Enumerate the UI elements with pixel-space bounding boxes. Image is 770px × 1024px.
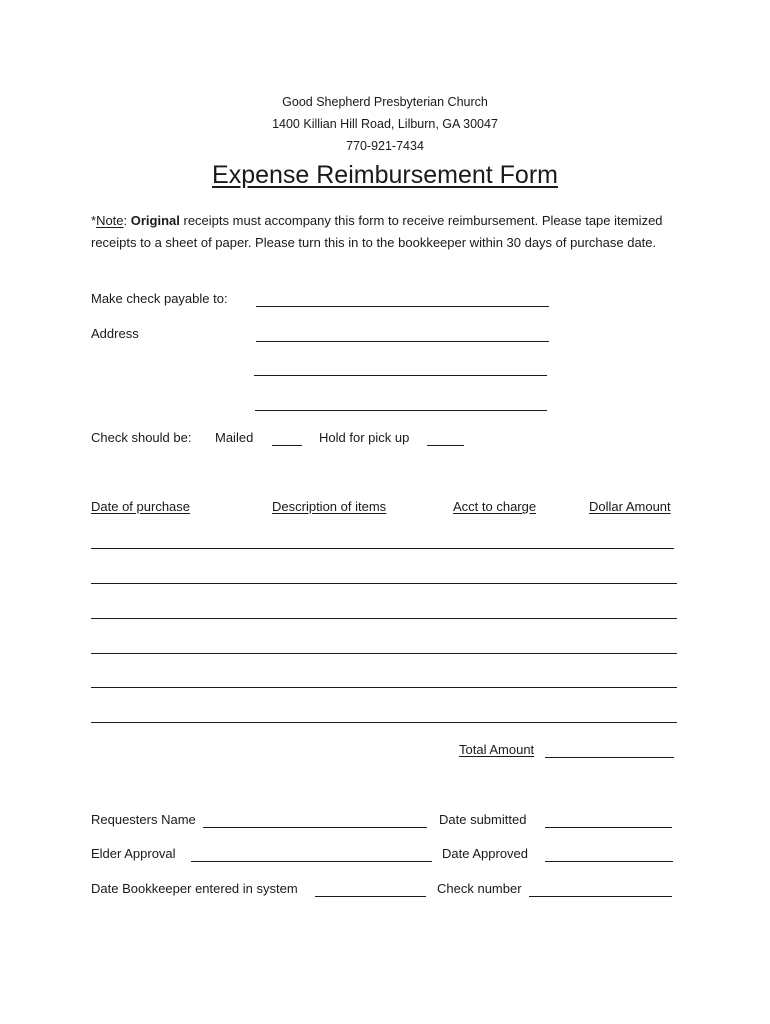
church-name: Good Shepherd Presbyterian Church [282,95,488,109]
total-amount-label: Total Amount [459,742,535,757]
form-title: Expense Reimbursement Form [212,161,558,189]
payable-label: Make check payable to: [91,291,228,306]
date-submitted-label: Date submitted [439,812,527,827]
mailed-blank[interactable] [272,445,302,446]
entry-line-2[interactable] [91,583,677,584]
date-submitted-field[interactable] [545,827,672,828]
elder-approval-field[interactable] [191,861,432,862]
entry-line-6[interactable] [91,722,677,723]
date-bookkeeper-field[interactable] [315,896,426,897]
address-line-2[interactable] [254,375,547,376]
address-line-3[interactable] [255,410,547,411]
note-text: receipts must accompany this form to receive reimbursement. Please tape itemized receipts to a sheet of paper. Please turn this in to the bookkeeper within 30 days of purchase date. [91,213,663,250]
date-approved-field[interactable] [545,861,673,862]
col-date-of-purchase: Date of purchase [91,499,191,514]
note-bold-word: Original [130,213,180,228]
church-phone: 770-921-7434 [346,139,424,153]
note-colon: : [123,213,131,228]
address-label: Address [91,326,139,341]
check-option-label: Check should be: [91,430,192,445]
payable-field[interactable] [256,306,549,307]
total-amount-field[interactable] [545,757,674,758]
requesters-name-label: Requesters Name [91,812,196,827]
check-number-label: Check number [437,881,522,896]
date-bookkeeper-label: Date Bookkeeper entered in system [91,881,298,896]
col-dollar-amount: Dollar Amount [589,499,671,514]
entry-line-1[interactable] [91,548,674,549]
elder-approval-label: Elder Approval [91,846,176,861]
col-description: Description of items [272,499,387,514]
entry-line-4[interactable] [91,653,677,654]
check-number-field[interactable] [529,896,672,897]
entry-line-5[interactable] [91,687,677,688]
date-approved-label: Date Approved [442,846,529,861]
col-acct-to-charge: Acct to charge [453,499,537,514]
address-line-1[interactable] [256,341,549,342]
note-prefix: * [91,213,97,228]
note-label: Note [96,213,124,228]
hold-label: Hold for pick up [319,430,410,445]
church-address: 1400 Killian Hill Road, Lilburn, GA 30047 [272,117,498,131]
hold-blank[interactable] [427,445,464,446]
mailed-label: Mailed [215,430,254,445]
note-paragraph [91,210,681,254]
entry-line-3[interactable] [91,618,677,619]
requesters-name-field[interactable] [203,827,427,828]
